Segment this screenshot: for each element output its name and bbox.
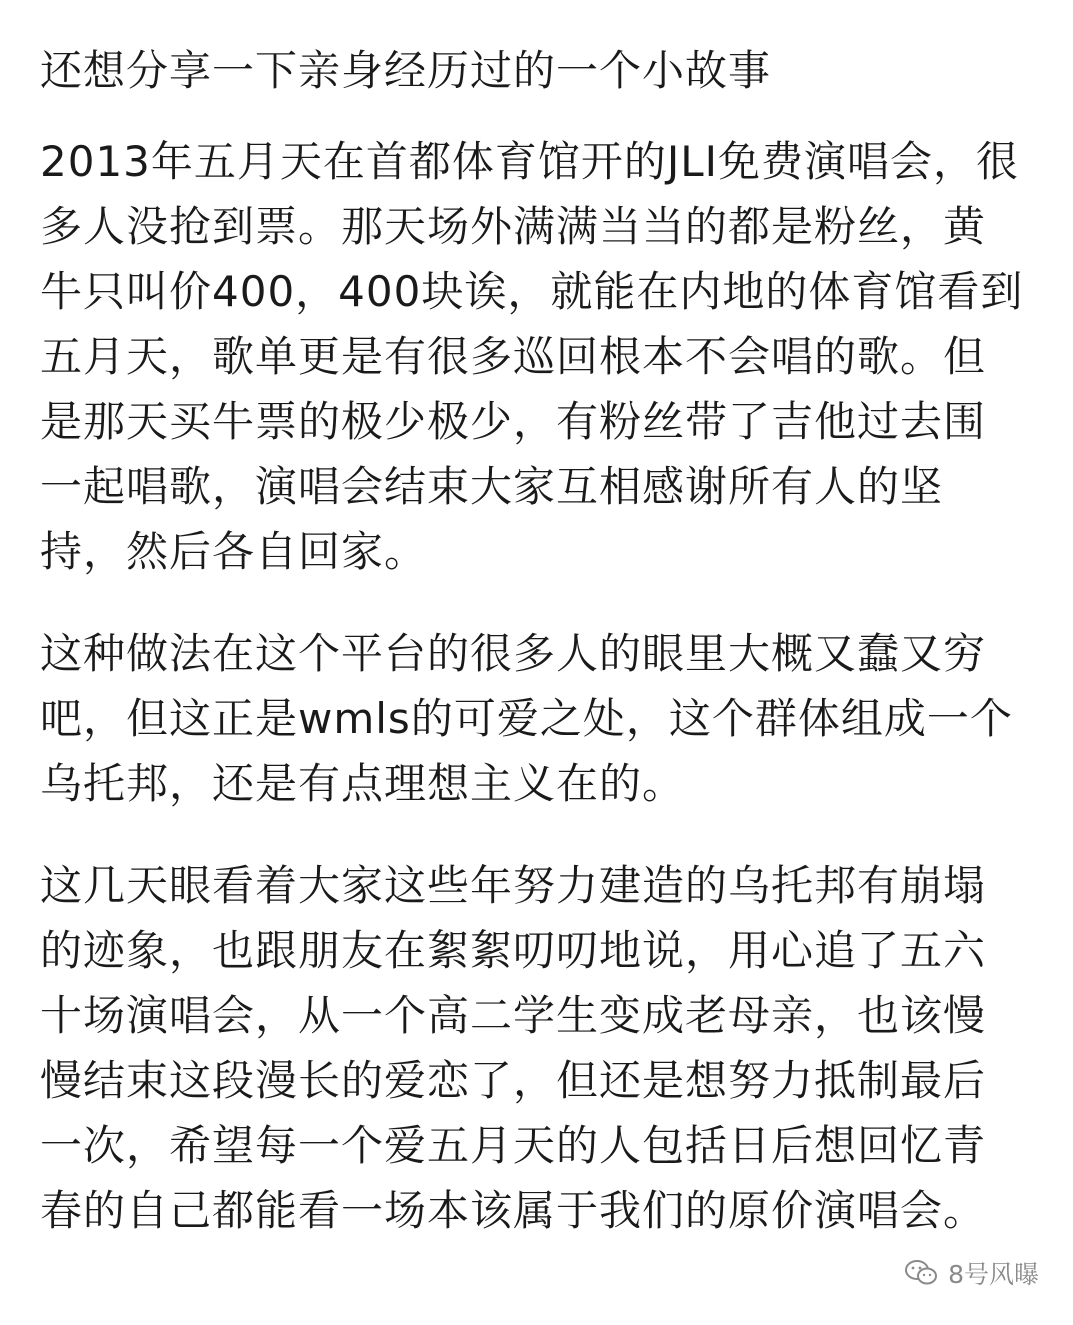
watermark-text: 8号风曝	[948, 1260, 1039, 1289]
post-paragraph-resist: 这几天眼看着大家这些年努力建造的乌托邦有崩塌的迹象，也跟朋友在絮絮叨叨地说，用心追了五六十场演唱会，从一个高二学生变成老母亲，也该慢慢结束这段漫长的爱恋了，但还是想努力抵制最后一次，希望每一个爱五月天的人包括日后想回忆青春的自己都能看一场本该属于我们的原价演唱会。	[40, 861, 987, 1235]
post-paragraph-intro: 还想分享一下亲身经历过的一个小故事	[40, 46, 772, 95]
wechat-icon	[904, 1259, 938, 1287]
watermark	[904, 1255, 1039, 1291]
post-paragraph-concert-story: 2013年五月天在首都体育馆开的JLI免费演唱会，很多人没抢到票。那天场外满满当当的都是粉丝，黄牛只叫价400，400块诶，就能在内地的体育馆看到五月天，歌单更是有很多巡回根本不会唱的歌。但是那天买牛票的极少极少，有粉丝带了吉他过去围一起唱歌，演唱会结束大家互相感谢所有人的坚持，然后各自回家。	[40, 137, 1024, 576]
post-paragraph-utopia: 这种做法在这个平台的很多人的眼里大概又蠢又穷吧，但这正是wmls的可爱之处，这个群体组成一个乌托邦，还是有点理想主义在的。	[40, 629, 1013, 808]
post-body	[40, 38, 1025, 1243]
